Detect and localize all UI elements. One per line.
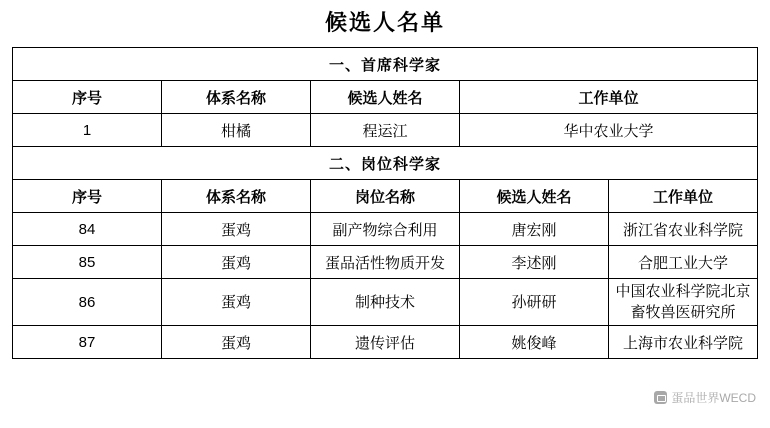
cell-post-name: 制种技术 [311,279,460,326]
document-page [0,6,770,428]
cell-post-name: 蛋品活性物质开发 [311,246,460,279]
cell-work-unit: 华中农业大学 [460,114,758,147]
cell-index: 86 [13,279,162,326]
candidate-list-table [12,47,758,359]
watermark [654,389,756,406]
cell-candidate-name: 孙研研 [460,279,609,326]
section-heading-chief-scientist: 一、首席科学家 [13,48,758,81]
page-title: 候选人名单 [324,10,445,35]
cell-index: 1 [13,114,162,147]
wechat-icon [654,391,667,404]
cell-candidate-name: 唐宏刚 [460,213,609,246]
column-header-work-unit: 工作单位 [609,180,758,213]
table-row [13,147,758,180]
cell-post-name: 副产物综合利用 [311,213,460,246]
column-header-candidate-name: 候选人姓名 [460,180,609,213]
cell-index: 87 [13,326,162,359]
column-header-post-name: 岗位名称 [311,180,460,213]
table-row [13,114,758,147]
table-header-row [13,180,758,213]
section-heading-post-scientist: 二、岗位科学家 [13,147,758,180]
cell-system-name: 蛋鸡 [162,246,311,279]
cell-candidate-name: 李述刚 [460,246,609,279]
cell-index: 84 [13,213,162,246]
column-header-system-name: 体系名称 [162,180,311,213]
watermark-text: 蛋品世界WECD [671,391,756,405]
cell-candidate-name: 姚俊峰 [460,326,609,359]
table-row [13,326,758,359]
cell-system-name: 蛋鸡 [162,326,311,359]
cell-work-unit: 上海市农业科学院 [609,326,758,359]
table-row [13,48,758,81]
table-header-row [13,81,758,114]
table-row [13,213,758,246]
cell-candidate-name: 程运江 [311,114,460,147]
cell-system-name: 蛋鸡 [162,279,311,326]
column-header-candidate-name: 候选人姓名 [311,81,460,114]
column-header-system-name: 体系名称 [162,81,311,114]
cell-index: 85 [13,246,162,279]
table-row [13,246,758,279]
table-row [13,279,758,326]
cell-system-name: 蛋鸡 [162,213,311,246]
cell-post-name: 遗传评估 [311,326,460,359]
cell-system-name: 柑橘 [162,114,311,147]
column-header-index: 序号 [13,180,162,213]
column-header-index: 序号 [13,81,162,114]
column-header-work-unit: 工作单位 [460,81,758,114]
cell-work-unit: 浙江省农业科学院 [609,213,758,246]
cell-work-unit: 中国农业科学院北京畜牧兽医研究所 [609,279,758,326]
cell-work-unit: 合肥工业大学 [609,246,758,279]
